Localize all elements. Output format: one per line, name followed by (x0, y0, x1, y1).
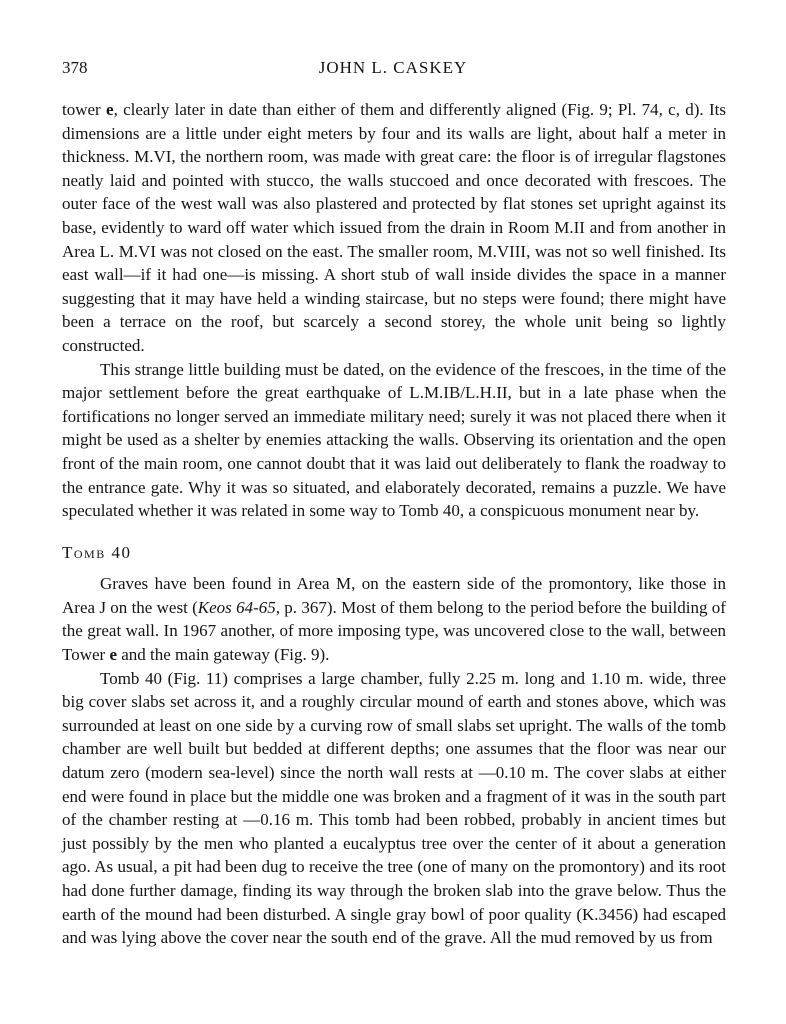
paragraph-dating (62, 358, 726, 523)
text-run: Keos 64-65 (197, 597, 276, 617)
text-run: Tomb 40 (Fig. 11) comprises a large chamber, fully 2.25 m. long and 1.10 m. wide, three big cover slabs set across it, and a roughly circular mound of earth and stones above, which was surrounded at least on one side by a curving row of small slabs set upright. The walls of the tomb chamber are well built but bedded at different depths; one assumes that the floor was near our datum zero (modern sea-level) since the north wall rests at —0.10 m. The cover slabs at either end were found in place but the middle one was broken and a fragment of it was in the south part of the chamber resting at —0.16 m. This tomb had been robbed, probably in ancient times but just possibly by the men who planted a eucalyptus tree over the center of it about a generation ago. As usual, a pit had been dug to receive the tree (one of many on the promontory) and its root had done further damage, finding its way through the broken slab into the grave below. Thus the earth of the mound had been disturbed. A single gray bowl of poor quality (K.3456) had escaped and was lying above the cover near the south end of the grave. All the mud removed by us from (62, 668, 726, 948)
text-run: This strange little building must be dated, on the evidence of the frescoes, in the time of the major settlement before the great earthquake of L.M.IB/L.H.II, but in a late phase when the fortifications no longer served an immediate military need; surely it was not placed there when it might be used as a shelter by enemies attacking the walls. Observing its orientation and the open front of the main room, one cannot doubt that it was laid out deliberately to flank the roadway to the entrance gate. Why it was so situated, and elaborately decorated, remains a puzzle. We have speculated whether it was related in some way to Tomb 40, a conspicuous monument near by. (62, 359, 726, 521)
page-header (62, 58, 724, 82)
paragraph-tomb-description (62, 667, 726, 950)
text-run: and the main gateway (Fig. 9). (116, 645, 330, 665)
text-run: e (106, 100, 114, 119)
text-run: Graves have been found in Area M, on the eastern side of the promontory, like those in Area J on the west ( (62, 574, 726, 617)
text-run: , p. 367). Most of them belong to the period before the building of the great wall. In 1967 another, of more imposing type, was uncovered close to the wall, between Tower (62, 597, 726, 665)
text-run: , clearly later in date than either of them and differently aligned (Fig. 9; Pl. 74, c, d). Its dimensions are a little under eight meters by four and its walls are light, about half a meter in thickness. M.VI, the northern room, was made with great care: the floor is of irregular flagstones neatly laid and pointed with stucco, the walls stuccoed and once decorated with frescoes. The outer face of the west wall was also plastered and protected by flat stones set upright against its base, evidently to ward off water which issued from the drain in Room M.II and from another in Area L. M.VI was not closed on the east. The smaller room, M.VIII, was not so well finished. Its east wall—if it had one—is missing. A short stub of wall inside divides the space in a manner suggesting that it may have held a winding staircase, but no steps were found; there might have been a terrace on the roof, but scarcely a second storey, the whole unit being so lightly constructed. (62, 100, 726, 355)
section-heading: Tomb 40 (62, 542, 132, 562)
paragraph-tower-e (62, 98, 726, 358)
text-run: tower (62, 100, 107, 119)
paragraph-graves (62, 572, 726, 666)
article-body (62, 98, 726, 950)
running-head: JOHN L. CASKEY (318, 58, 468, 77)
text-run: e (109, 645, 117, 665)
page-number: 378 (62, 58, 88, 77)
